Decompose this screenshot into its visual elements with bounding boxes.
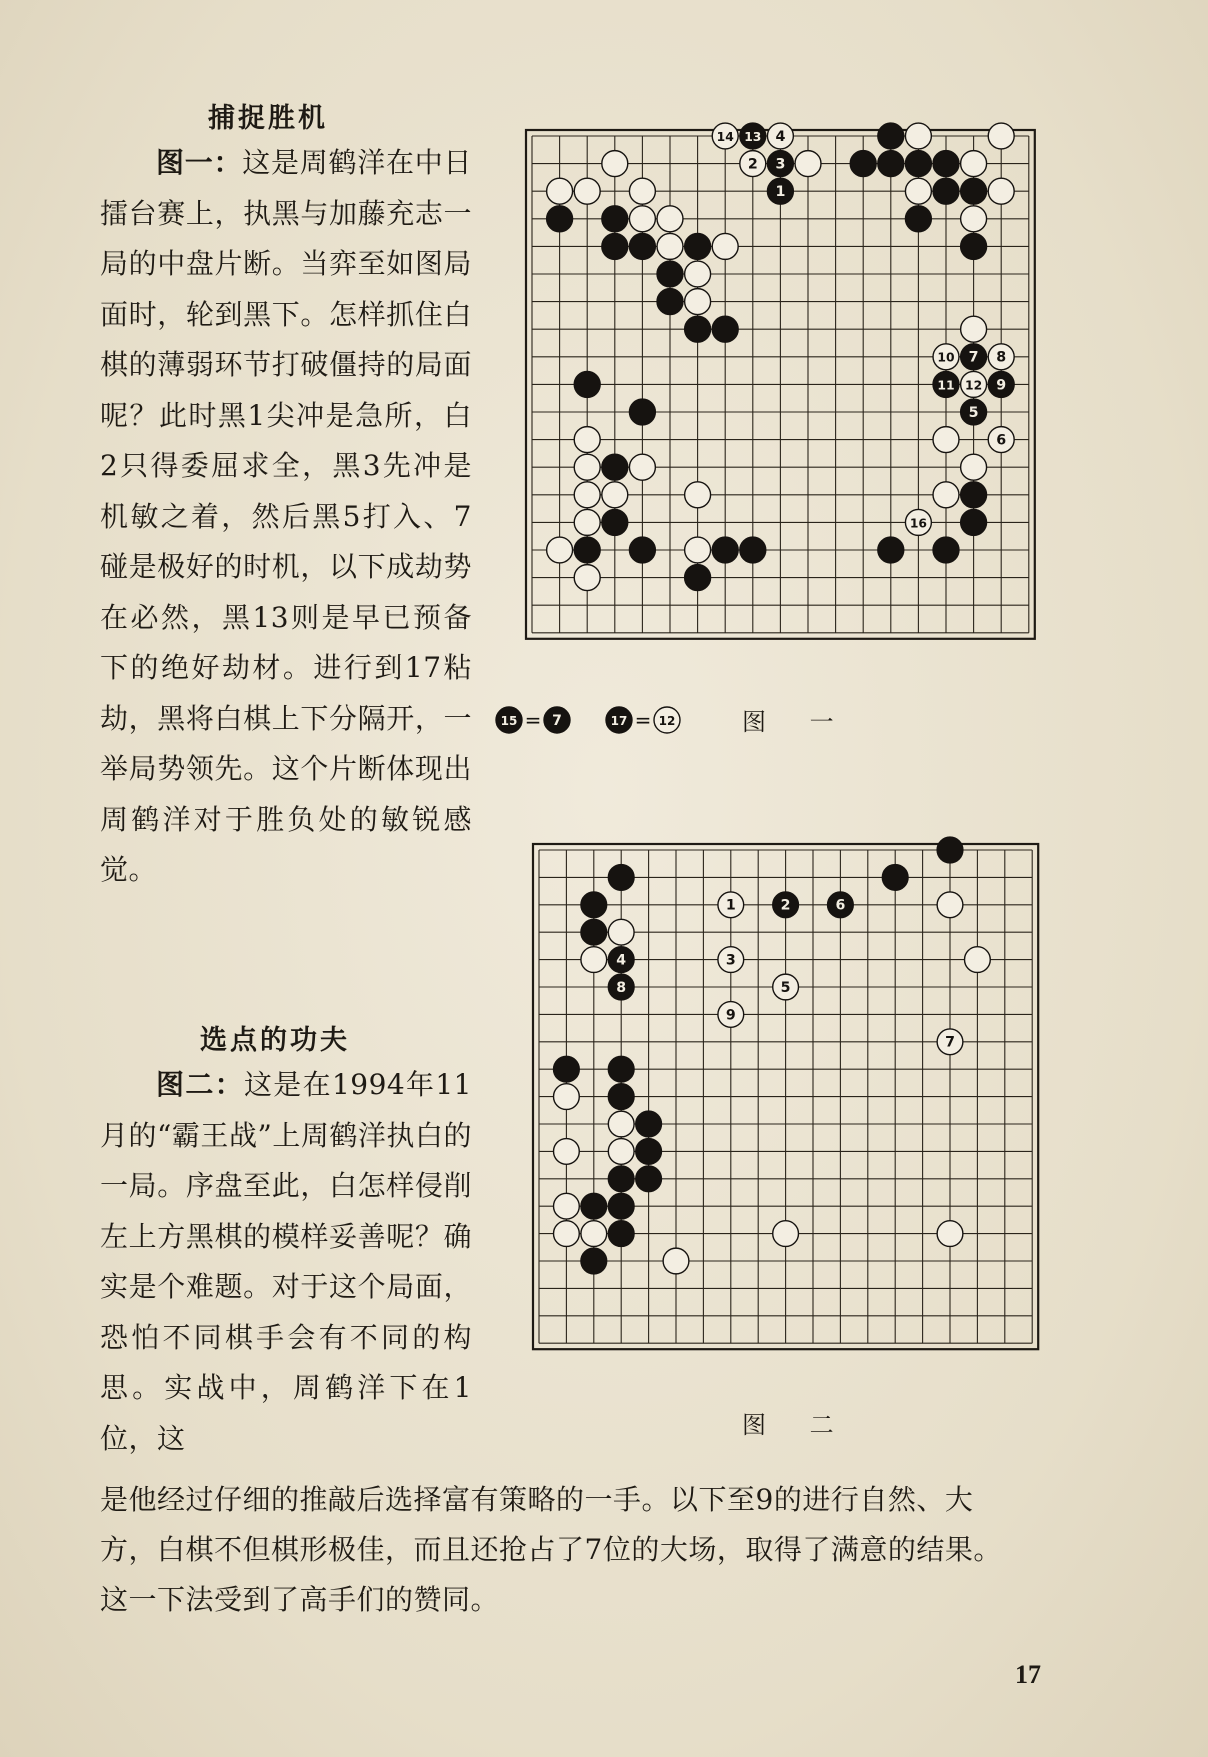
- move-number: 13: [744, 129, 762, 144]
- black-stone: [961, 482, 987, 508]
- black-stone: [988, 371, 1014, 397]
- white-stone: [773, 1221, 799, 1247]
- black-stone: [878, 123, 904, 149]
- move-number: 1: [725, 897, 736, 914]
- black-stone: [581, 892, 607, 918]
- move-number: 9: [996, 377, 1007, 394]
- black-stone: [933, 537, 959, 563]
- white-stone: [773, 974, 799, 1000]
- white-stone: [767, 123, 793, 149]
- black-stone: [828, 892, 854, 918]
- black-stone: [740, 123, 766, 149]
- white-stone: [574, 178, 600, 204]
- svg-text:17: 17: [610, 714, 628, 728]
- black-stone: [574, 371, 600, 397]
- black-stone: [961, 509, 987, 535]
- black-stone: [657, 289, 683, 315]
- black-stone: [933, 371, 959, 397]
- ko-note: [606, 707, 680, 733]
- black-stone: [773, 892, 799, 918]
- white-stone: [933, 482, 959, 508]
- svg-text:7: 7: [552, 713, 562, 729]
- svg-text:=: =: [524, 708, 542, 732]
- move-number: 3: [725, 952, 736, 969]
- white-stone: [608, 919, 634, 945]
- figure1-notes: [495, 702, 725, 744]
- white-stone: [933, 427, 959, 453]
- white-stone: [629, 178, 655, 204]
- white-stone: [712, 123, 738, 149]
- white-stone: [933, 344, 959, 370]
- black-stone: [581, 919, 607, 945]
- black-stone: [574, 537, 600, 563]
- white-stone: [937, 892, 963, 918]
- black-stone: [961, 233, 987, 259]
- black-stone: [608, 865, 634, 891]
- white-stone: [718, 892, 744, 918]
- black-stone: [937, 837, 963, 863]
- section2-full-lines: [100, 1475, 1110, 1625]
- white-stone: [629, 206, 655, 232]
- move-number: 6: [996, 432, 1007, 449]
- black-stone: [905, 151, 931, 177]
- black-stone: [608, 947, 634, 973]
- white-stone: [554, 1139, 580, 1165]
- move-number: 7: [945, 1034, 955, 1051]
- move-number: 5: [968, 404, 979, 421]
- white-stone: [554, 1193, 580, 1219]
- white-stone: [554, 1221, 580, 1247]
- white-stone: [685, 261, 711, 287]
- move-number: 2: [747, 156, 758, 173]
- move-number: 12: [965, 378, 983, 393]
- white-stone: [581, 1221, 607, 1247]
- white-stone: [574, 482, 600, 508]
- black-stone: [608, 1084, 634, 1110]
- move-number: 16: [909, 516, 927, 531]
- black-stone: [608, 974, 634, 1000]
- black-stone: [767, 151, 793, 177]
- svg-text:15: 15: [500, 714, 518, 728]
- white-stone: [581, 947, 607, 973]
- black-stone: [629, 537, 655, 563]
- white-stone: [988, 427, 1014, 453]
- black-stone: [961, 178, 987, 204]
- black-stone: [636, 1139, 662, 1165]
- white-stone: [685, 289, 711, 315]
- move-number: 8: [616, 979, 627, 996]
- black-stone: [636, 1166, 662, 1192]
- black-stone: [608, 1056, 634, 1082]
- figure1-notes-svg: [495, 702, 725, 738]
- black-stone: [740, 537, 766, 563]
- white-stone: [961, 206, 987, 232]
- section2-heading: 选点的功夫: [200, 1025, 350, 1056]
- white-stone: [740, 151, 766, 177]
- move-number: 14: [716, 129, 734, 144]
- white-stone: [657, 233, 683, 259]
- white-stone: [718, 947, 744, 973]
- black-stone: [882, 865, 908, 891]
- white-stone: [547, 178, 573, 204]
- white-stone: [905, 123, 931, 149]
- white-stone: [554, 1084, 580, 1110]
- black-stone: [712, 537, 738, 563]
- white-stone: [657, 206, 683, 232]
- black-stone: [608, 1166, 634, 1192]
- black-stone: [767, 178, 793, 204]
- black-stone: [602, 233, 628, 259]
- black-stone: [581, 1248, 607, 1274]
- black-stone: [712, 316, 738, 342]
- move-number: 4: [616, 952, 627, 969]
- white-stone: [685, 537, 711, 563]
- white-stone: [602, 151, 628, 177]
- white-stone: [712, 233, 738, 259]
- white-stone: [988, 178, 1014, 204]
- black-stone: [961, 344, 987, 370]
- black-stone: [933, 151, 959, 177]
- black-stone: [629, 233, 655, 259]
- move-number: 1: [775, 184, 786, 201]
- white-stone: [937, 1029, 963, 1055]
- black-stone: [581, 1193, 607, 1219]
- black-stone: [905, 206, 931, 232]
- black-stone: [602, 454, 628, 480]
- move-number: 3: [775, 156, 786, 173]
- black-stone: [657, 261, 683, 287]
- black-stone: [608, 1193, 634, 1219]
- white-stone: [602, 482, 628, 508]
- black-stone: [547, 206, 573, 232]
- black-stone: [636, 1111, 662, 1137]
- white-stone: [663, 1248, 689, 1274]
- white-stone: [961, 371, 987, 397]
- black-stone: [933, 178, 959, 204]
- section2-paragraph: [100, 1060, 472, 1464]
- white-stone: [965, 947, 991, 973]
- white-stone: [905, 178, 931, 204]
- white-stone: [795, 151, 821, 177]
- move-number: 11: [937, 378, 955, 393]
- move-number: 4: [775, 128, 786, 145]
- move-number: 7: [968, 349, 979, 366]
- go-board-diagram-2: [505, 832, 1067, 1386]
- black-stone: [602, 206, 628, 232]
- full-line-2: 方，白棋不但棋形极佳，而且还抢占了7位的大场，取得了满意的结果。: [100, 1533, 1002, 1566]
- white-stone: [988, 123, 1014, 149]
- white-stone: [608, 1111, 634, 1137]
- white-stone: [961, 316, 987, 342]
- section1-paragraph: [100, 138, 472, 896]
- move-number: 9: [725, 1007, 736, 1024]
- white-stone: [574, 509, 600, 535]
- white-stone: [937, 1221, 963, 1247]
- white-stone: [574, 454, 600, 480]
- section1-heading: 捕捉胜机: [208, 103, 328, 134]
- black-stone: [608, 1221, 634, 1247]
- black-stone: [685, 316, 711, 342]
- white-stone: [961, 454, 987, 480]
- figure1-caption: 图 一: [742, 708, 852, 736]
- move-number: 5: [780, 979, 791, 996]
- white-stone: [574, 565, 600, 591]
- section2-text: 这是在1994年11月的“霸王战”上周鹤洋执白的一局。序盘至此，白怎样侵削左上方黑棋的模样妥善呢？确实是个难题。对于这个局面，恐怕不同棋手会有不同的构思。实战中，周鹤洋下在1位，这: [100, 1068, 472, 1455]
- figure1-board: [498, 118, 1063, 682]
- move-number: 10: [937, 350, 955, 365]
- move-number: 2: [780, 897, 791, 914]
- figure2-board: [505, 832, 1067, 1390]
- white-stone: [961, 151, 987, 177]
- black-stone: [554, 1056, 580, 1082]
- white-stone: [905, 509, 931, 535]
- white-stone: [547, 537, 573, 563]
- figure2-caption: 图 二: [742, 1411, 852, 1439]
- black-stone: [685, 233, 711, 259]
- white-stone: [574, 427, 600, 453]
- black-stone: [961, 399, 987, 425]
- white-stone: [629, 454, 655, 480]
- ko-note: [496, 707, 570, 733]
- section2-lead: 图二：: [156, 1068, 244, 1101]
- white-stone: [718, 1002, 744, 1028]
- white-stone: [685, 482, 711, 508]
- section1-lead: 图一：: [156, 146, 243, 179]
- full-line-1: 是他经过仔细的推敲后选择富有策略的一手。以下至9的进行自然、大: [100, 1483, 974, 1516]
- svg-text:=: =: [634, 708, 652, 732]
- black-stone: [685, 565, 711, 591]
- full-line-3: 这一下法受到了高手们的赞同。: [100, 1583, 500, 1616]
- move-number: 6: [835, 897, 846, 914]
- page-number: 17: [1015, 1660, 1041, 1689]
- svg-text:12: 12: [658, 714, 676, 728]
- black-stone: [850, 151, 876, 177]
- move-number: 8: [996, 349, 1007, 366]
- black-stone: [878, 537, 904, 563]
- section1-text: 这是周鹤洋在中日擂台赛上，执黑与加藤充志一局的中盘片断。当弈至如图局面时，轮到黑下。怎样抓住白棋的薄弱环节打破僵持的局面呢？此时黑1尖冲是急所，白2只得委屈求全，黑3先冲是机敏之着，然后黑5打入、7碰是极好的时机，以下成劫势在必然，黑13则是早已预备下的绝好劫材。进行到17粘劫，黑将白棋上下分隔开，一举局势领先。这个片断体现出周鹤洋对于胜负处的敏锐感觉。: [100, 146, 472, 886]
- go-board-diagram-1: [498, 118, 1063, 678]
- white-stone: [608, 1139, 634, 1165]
- black-stone: [602, 509, 628, 535]
- black-stone: [629, 399, 655, 425]
- white-stone: [988, 344, 1014, 370]
- black-stone: [878, 151, 904, 177]
